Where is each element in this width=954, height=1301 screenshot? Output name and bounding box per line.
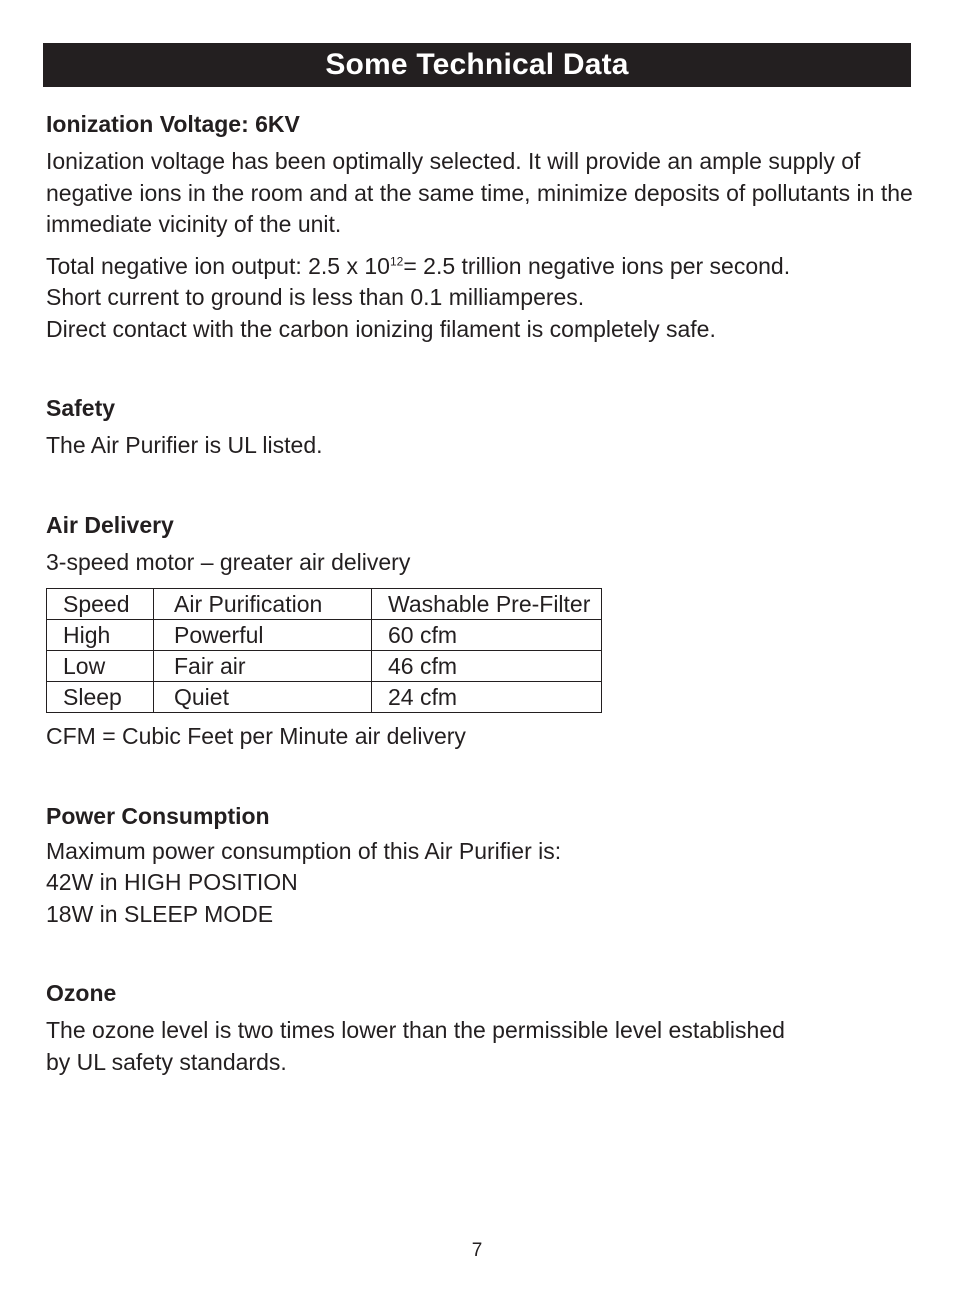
power-section xyxy=(46,800,914,931)
ionization-heading: Ionization Voltage: 6KV xyxy=(46,111,300,137)
table-cell: Sleep xyxy=(47,682,154,713)
power-line-3: 18W in SLEEP MODE xyxy=(46,900,274,927)
ozone-section xyxy=(46,977,914,1078)
table-header-cell: Speed xyxy=(47,589,154,620)
ozone-line-1: The ozone level is two times lower than the permissible level established xyxy=(46,1017,785,1043)
table-header-cell: Air Purification xyxy=(154,589,372,620)
ionization-paragraph: Ionization voltage has been optimally selected. It will provide an ample supply of negative ions in the room and at the same time, minimize deposits of pollutants in the immediate vicinity of the unit. xyxy=(46,148,913,237)
page-title: Some Technical Data xyxy=(325,48,629,81)
table-row xyxy=(47,620,602,651)
ion-output-exponent: 12 xyxy=(389,253,404,268)
document-body xyxy=(46,108,914,1078)
air-delivery-table xyxy=(46,588,602,713)
page-title-bar xyxy=(43,43,911,87)
power-line-1: Maximum power consumption of this Air Purifier is: xyxy=(46,837,562,864)
safety-heading: Safety xyxy=(46,395,116,421)
ion-output-suffix: = 2.5 trillion negative ions per second. xyxy=(403,252,791,279)
table-header-cell: Washable Pre-Filter xyxy=(372,589,602,620)
table-header-row xyxy=(47,589,602,620)
ion-output-prefix: Total negative ion output: 2.5 x 10 xyxy=(46,252,390,279)
safety-text: The Air Purifier is UL listed. xyxy=(46,432,323,458)
air-delivery-intro: 3-speed motor – greater air delivery xyxy=(46,548,411,575)
table-row xyxy=(47,651,602,682)
safety-section xyxy=(46,392,914,462)
table-cell: Low xyxy=(47,651,154,682)
table-cell: High xyxy=(47,620,154,651)
table-cell: Fair air xyxy=(154,651,372,682)
cfm-note: CFM = Cubic Feet per Minute air delivery xyxy=(46,723,466,749)
table-cell: 60 cfm xyxy=(372,620,602,651)
table-cell: 24 cfm xyxy=(372,682,602,713)
table-cell: 46 cfm xyxy=(372,651,602,682)
air-delivery-section xyxy=(46,509,914,753)
table-cell: Quiet xyxy=(154,682,372,713)
table-row xyxy=(47,682,602,713)
power-heading: Power Consumption xyxy=(46,802,270,829)
table-cell: Powerful xyxy=(154,620,372,651)
ozone-heading: Ozone xyxy=(46,980,117,1006)
air-delivery-heading: Air Delivery xyxy=(46,511,174,538)
direct-contact-line: Direct contact with the carbon ionizing filament is completely safe. xyxy=(46,315,716,342)
power-line-2: 42W in HIGH POSITION xyxy=(46,869,298,895)
short-current-line: Short current to ground is less than 0.1 milliamperes. xyxy=(46,284,585,310)
ozone-line-2: by UL safety standards. xyxy=(46,1048,287,1075)
ionization-section xyxy=(46,108,914,345)
ion-output-line xyxy=(46,251,914,283)
page-number: 7 xyxy=(471,1240,483,1261)
